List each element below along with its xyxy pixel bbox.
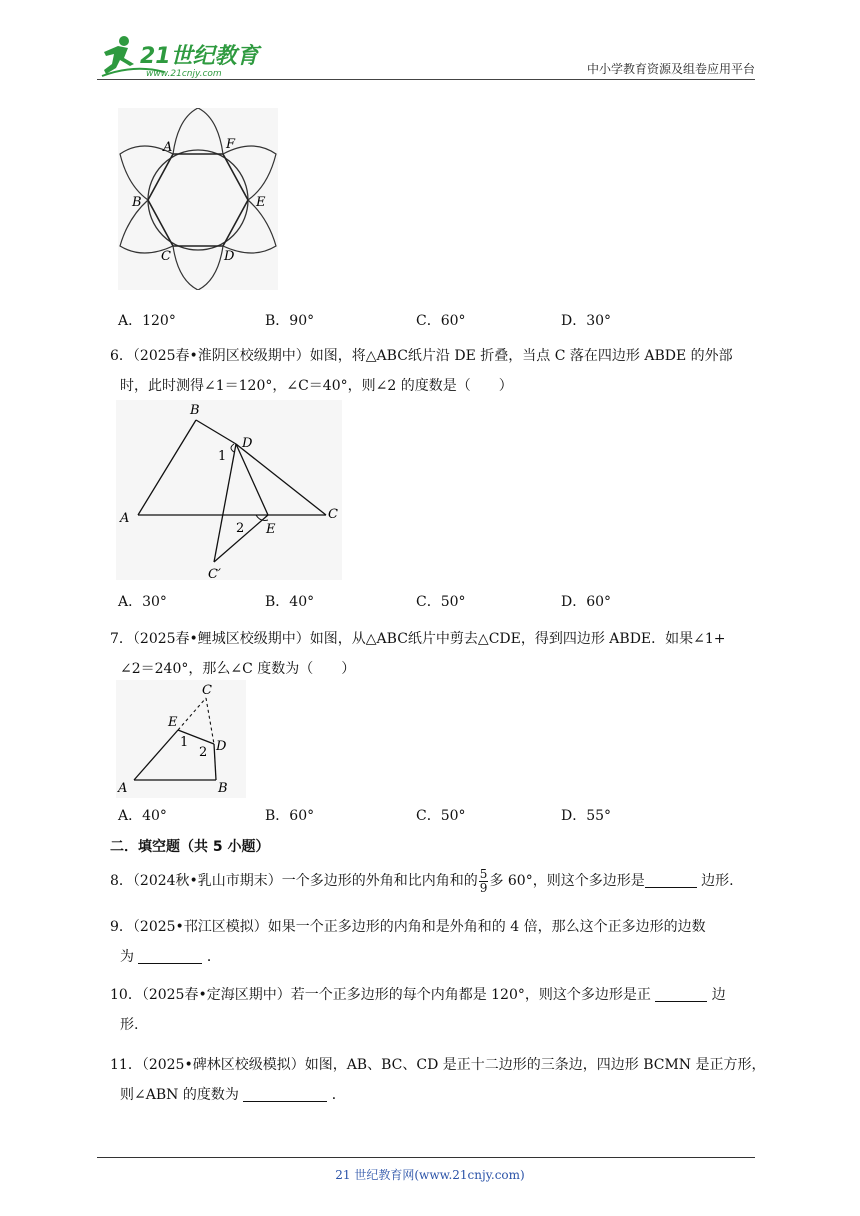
angle-1-label: 1 xyxy=(218,449,227,464)
q8-answer-blank[interactable] xyxy=(645,871,697,888)
q7-line2: ∠2＝240°，那么∠C 度数为（ ） xyxy=(120,661,356,677)
label-D: D xyxy=(242,436,253,451)
q9-line2-pre: 为 xyxy=(120,949,134,965)
label-A: A xyxy=(118,781,128,796)
label-C: C xyxy=(202,683,212,698)
option-b[interactable]: B．90° xyxy=(265,313,315,329)
header-divider xyxy=(97,79,755,80)
header-platform-text: 中小学教育资源及组卷应用平台 xyxy=(586,62,755,76)
label-C: C xyxy=(328,507,338,522)
q10-line1-post: 边 xyxy=(711,987,726,1003)
label-B: B xyxy=(218,781,228,796)
label-E: E xyxy=(168,715,178,730)
q11-answer-blank[interactable] xyxy=(243,1085,327,1102)
site-logo xyxy=(94,34,264,80)
angle-1-label: 1 xyxy=(180,735,189,750)
logo-text: 21世纪教育 xyxy=(140,44,259,69)
question-6 xyxy=(110,341,770,401)
option-a[interactable]: A．120° xyxy=(118,313,176,329)
q7-line1: 7．（2025春•鲤城区校级期中）如图，从△ABC纸片中剪去△CDE，得到四边形 ABDE．如果∠1+ xyxy=(110,631,726,647)
option-b[interactable]: B．60° xyxy=(265,808,315,824)
option-b[interactable]: B．40° xyxy=(265,594,315,610)
option-c[interactable]: C．50° xyxy=(416,594,466,610)
q10-line1-pre: 10．（2025春•定海区期中）若一个正多边形的每个内角都是 120°，则这个多边形是正 xyxy=(110,987,651,1003)
q8-text-pre: 8．（2024秋•乳山市期末）一个多边形的外角和比内角和的 xyxy=(110,873,478,889)
option-c[interactable]: C．60° xyxy=(416,313,466,329)
q9-line1: 9．（2025•邗江区模拟）如果一个正多边形的内角和是外角和的 4 倍，那么这个正多边形的边数 xyxy=(110,919,706,935)
q6-options xyxy=(118,591,758,611)
question-7 xyxy=(110,624,770,684)
label-E: E xyxy=(256,195,266,210)
label-B: B xyxy=(190,403,200,418)
q11-line2-post: ． xyxy=(331,1087,346,1103)
q10-answer-blank[interactable] xyxy=(655,985,707,1002)
figure-triangle-fold xyxy=(116,400,342,580)
footer-link[interactable]: 21 世纪教育网(www.21cnjy.com) xyxy=(335,1168,525,1182)
q6-line1: 6．（2025春•淮阴区校级期中）如图，将△ABC纸片沿 DE 折叠，当点 C 落在四边形 ABDE 的外部 xyxy=(110,348,733,364)
section-heading-fill-blank: 二．填空题（共 5 小题） xyxy=(110,839,270,855)
option-a[interactable]: A．40° xyxy=(118,808,167,824)
q7-options xyxy=(118,805,758,825)
figure-cut-triangle xyxy=(116,680,246,798)
q8-text-tail: 边形. xyxy=(696,873,734,889)
figure-hexagon-petals xyxy=(118,108,278,290)
footer-divider xyxy=(97,1157,755,1158)
option-a[interactable]: A．30° xyxy=(118,594,167,610)
option-d[interactable]: D．30° xyxy=(561,313,612,329)
question-10 xyxy=(110,980,770,1040)
label-C-prime: C′ xyxy=(208,567,221,580)
label-C: C xyxy=(161,249,171,264)
label-D: D xyxy=(216,739,227,754)
logo-subtext: www.21cnjy.com xyxy=(146,69,222,79)
question-9 xyxy=(110,912,770,972)
fraction-5-9: $\frac{5}{9}$ xyxy=(479,866,488,895)
q8-text-post: 多 60°，则这个多边形是 xyxy=(489,873,645,889)
option-d[interactable]: D．55° xyxy=(561,808,612,824)
label-E: E xyxy=(266,522,276,537)
angle-2-label: 2 xyxy=(236,521,245,536)
option-d[interactable]: D．60° xyxy=(561,594,612,610)
label-D: D xyxy=(224,249,235,264)
question-11 xyxy=(110,1050,770,1110)
option-c[interactable]: C．50° xyxy=(416,808,466,824)
q9-line2-post: ． xyxy=(206,949,221,965)
label-F: F xyxy=(226,137,236,152)
q10-line2: 形. xyxy=(120,1017,139,1033)
label-B: B xyxy=(132,195,142,210)
q6-line2: 时，此时测得∠1＝120°，∠C＝40°，则∠2 的度数是（ ） xyxy=(120,378,513,394)
q5-options xyxy=(118,310,758,330)
q11-line1: 11．（2025•碑林区校级模拟）如图，AB、BC、CD 是正十二边形的三条边，四边形 BCMN 是正方形， xyxy=(110,1057,766,1073)
label-A: A xyxy=(163,140,173,155)
question-8 xyxy=(110,864,770,898)
q9-answer-blank[interactable] xyxy=(138,947,202,964)
angle-2-label: 2 xyxy=(199,745,208,760)
q11-line2-pre: 则∠ABN 的度数为 xyxy=(120,1087,239,1103)
label-A: A xyxy=(120,511,130,526)
